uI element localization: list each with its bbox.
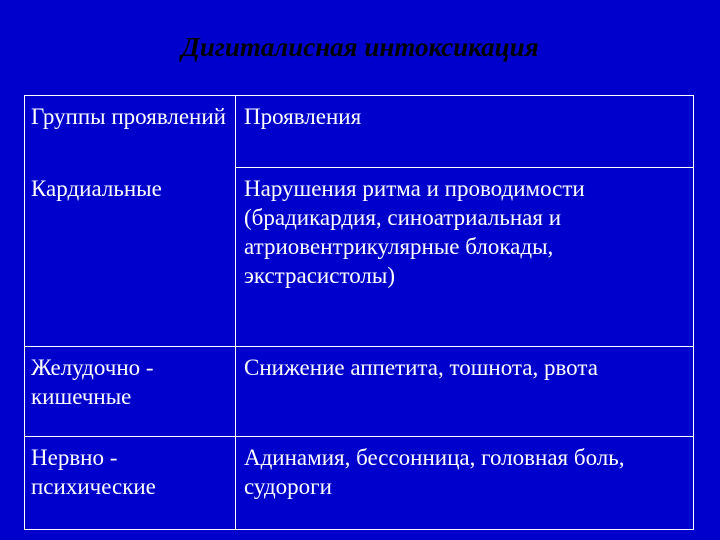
manifestations-cell (236, 437, 694, 530)
slide-title: Дигиталисная интоксикация (181, 32, 539, 62)
table-header-row (25, 96, 694, 168)
group-cell (25, 437, 236, 530)
manifestations-cell (236, 347, 694, 437)
table-row (25, 347, 694, 437)
group-label: Нервно - психические (31, 445, 156, 499)
manifestations-text: Снижение аппетита, тошнота, рвота (244, 355, 598, 380)
manifestations-text: Нарушения ритма и проводимости (брадикардия, синоатриальная и атриовентрикулярные блокады, экстрасистолы) (244, 176, 585, 288)
intoxication-table (24, 95, 694, 530)
group-cell (25, 168, 236, 347)
manifestations-text: Адинамия, бессонница, головная боль, судороги (244, 445, 625, 499)
group-cell (25, 347, 236, 437)
table-row (25, 168, 694, 347)
header-groups-label: Группы проявлений (31, 104, 226, 129)
header-manifestations-label: Проявления (244, 104, 362, 129)
header-groups (25, 96, 236, 168)
manifestations-cell (236, 168, 694, 347)
group-label: Кардиальные (31, 175, 162, 201)
group-label: Желудочно - кишечные (31, 355, 154, 409)
table-row (25, 437, 694, 530)
header-manifestations (236, 96, 694, 168)
